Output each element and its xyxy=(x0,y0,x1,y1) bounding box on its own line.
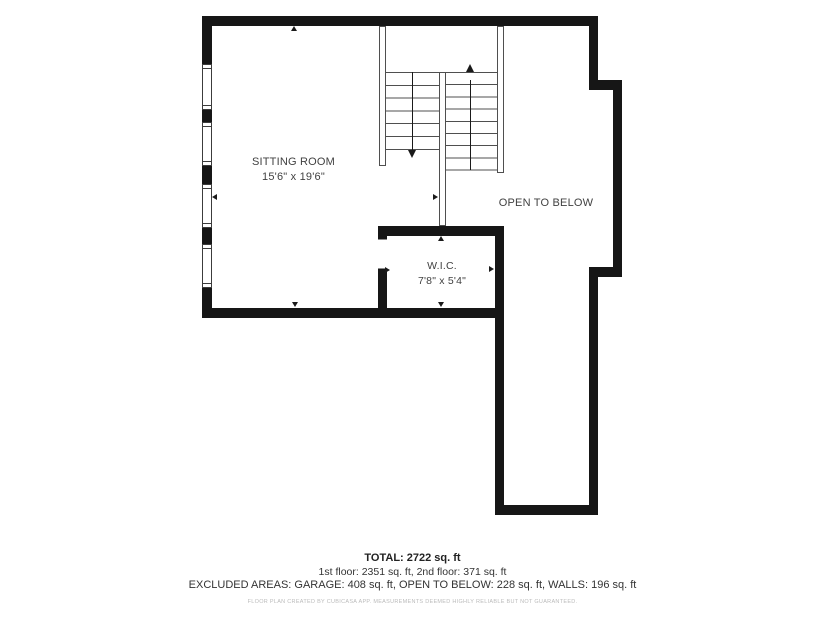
wall-top xyxy=(202,16,598,26)
stairs-up-arrowhead-icon xyxy=(466,64,474,72)
wall-marker-icon xyxy=(385,267,390,273)
wall-marker-icon xyxy=(212,194,217,200)
wall-marker-icon xyxy=(291,26,297,31)
wall-marker-icon xyxy=(433,194,438,200)
footer-floors: 1st floor: 2351 sq. ft, 2nd floor: 371 sq. ft xyxy=(318,566,507,578)
stair-center-divider xyxy=(439,72,446,226)
wall-bottom xyxy=(202,308,504,318)
wall-marker-icon xyxy=(292,302,298,307)
wic-wall-left xyxy=(378,269,387,308)
door-opening-icon xyxy=(378,239,387,269)
wic-wall-right xyxy=(495,226,504,515)
wic-label: W.I.C. xyxy=(427,260,457,272)
wall-marker-icon xyxy=(438,236,444,241)
sitting-room-dimensions: 15'6" x 19'6" xyxy=(262,171,325,183)
wall-left-segment xyxy=(202,16,212,64)
wic-dimensions: 7'8" x 5'4" xyxy=(417,275,467,287)
wall-right-lower xyxy=(589,267,598,515)
stairs-down-arrow-icon xyxy=(412,72,413,150)
window-icon xyxy=(202,184,212,228)
window-icon xyxy=(202,122,212,166)
window-icon xyxy=(202,64,212,110)
footer-disclaimer: FLOOR PLAN CREATED BY CUBICASA APP. MEASUREMENTS DEEMED HIGHLY RELIABLE BUT NOT GUARANTEED. xyxy=(247,599,578,605)
wall-shaft-bottom xyxy=(495,505,598,515)
sitting-room-label: SITTING ROOM xyxy=(251,156,336,168)
stair-treads-right xyxy=(446,72,497,171)
wall-right-middle xyxy=(613,80,622,277)
wic-wall-left xyxy=(378,226,387,239)
wall-marker-icon xyxy=(438,302,444,307)
wall-left-segment xyxy=(202,110,212,122)
wall-left-segment xyxy=(202,166,212,184)
footer-excluded-areas: EXCLUDED AREAS: GARAGE: 408 sq. ft, OPEN TO BELOW: 228 sq. ft, WALLS: 196 sq. ft xyxy=(188,579,637,591)
stair-rail-left xyxy=(379,26,386,166)
stair-rail-right xyxy=(497,26,504,173)
footer-total: TOTAL: 2722 sq. ft xyxy=(364,552,461,564)
stairs-up-arrow-icon xyxy=(470,80,471,170)
open-to-below-label: OPEN TO BELOW xyxy=(498,197,594,209)
window-icon xyxy=(202,244,212,288)
wall-right-upper xyxy=(589,16,598,90)
wall-left-segment xyxy=(202,228,212,244)
wic-wall-top xyxy=(378,226,504,236)
stairs-down-arrowhead-icon xyxy=(408,150,416,158)
